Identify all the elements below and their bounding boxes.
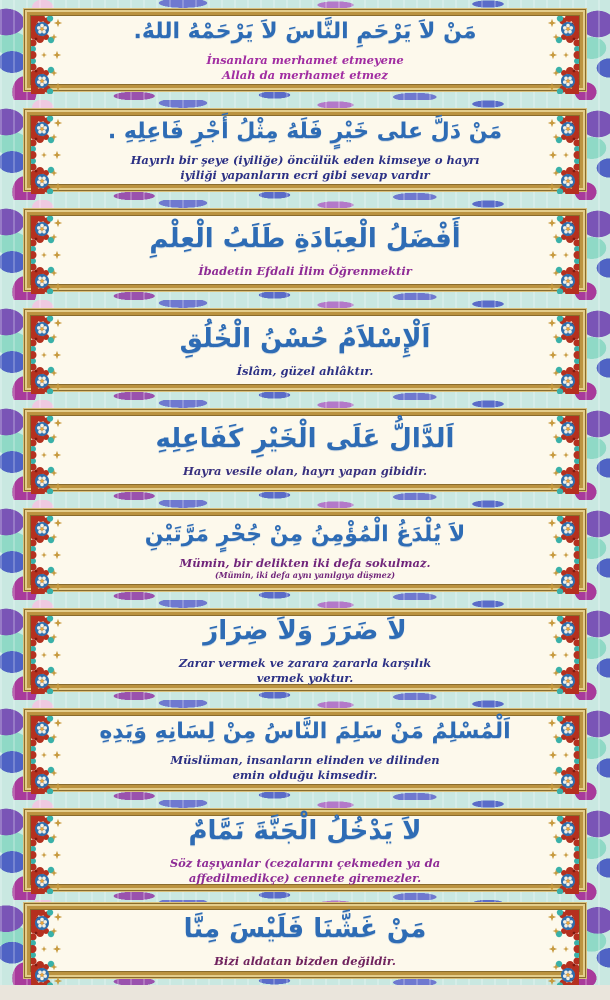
strip-content: [73, 908, 537, 973]
translation-line: Söz taşıyanlar (cezalarını çekmeden ya da: [169, 855, 441, 870]
rosette-ornament-icon: [541, 516, 579, 594]
translation-line: Allah da merhamet etmez: [222, 68, 388, 83]
rosette-ornament-icon: [541, 616, 579, 694]
panel-frame: [24, 9, 586, 91]
rosette-ornament-icon: [31, 616, 69, 694]
translation-line: emin olduğu kimsedir.: [232, 768, 378, 783]
hadith-strip: [0, 700, 610, 800]
hadith-strip: [0, 500, 610, 600]
translation-line: Zarar vermek ve zarara zararla karşılık: [178, 655, 432, 670]
bottom-margin: [0, 985, 610, 1000]
panel-frame: [24, 509, 586, 591]
strip-content: [73, 414, 537, 486]
rosette-ornament-icon: [541, 116, 579, 194]
strip-content: [73, 614, 537, 686]
translation-line: Bizi aldatan bizden değildir.: [214, 954, 396, 969]
translation-line: iyiliği yapanların ecri gibi sevap vardır: [180, 168, 430, 183]
panel-frame: [24, 309, 586, 391]
rosette-ornament-icon: [541, 716, 579, 794]
panel-frame: [24, 709, 586, 791]
hadith-strip: [0, 100, 610, 200]
arabic-text: مَنْ غَشَّنَا فَلَيْسَ مِنَّا: [183, 914, 427, 945]
strip-content: [73, 514, 537, 586]
rosette-ornament-icon: [31, 716, 69, 794]
strip-content: [73, 814, 537, 886]
rosette-ornament-icon: [541, 816, 579, 894]
arabic-text: أَفْضَلُ الْعِبَادَةِ طَلَبُ الْعِلْمِ: [149, 223, 461, 254]
translation-line: Mümin, bir delikten iki defa sokulmaz.: [179, 555, 431, 570]
hadith-strip: [0, 300, 610, 400]
translation-line: vermek yoktur.: [256, 671, 354, 686]
translation-line: Hayırlı bir şeye (iyiliğe) öncülük eden kimseye o hayrı: [130, 152, 480, 167]
translation-line: İnsanlara merhamet etmeyene: [206, 52, 404, 67]
panel-frame: [24, 409, 586, 491]
rosette-ornament-icon: [31, 216, 69, 294]
rosette-ornament-icon: [541, 910, 579, 985]
translation-line: Müslüman, insanların elinden ve dilinden: [170, 752, 440, 767]
hadith-strip: [0, 900, 610, 985]
arabic-text: لاَ يُلْدَغُ الْمُؤْمِنُ مِنْ جُحْرٍ مَرَّتَيْنِ: [144, 522, 466, 547]
hadith-strip: [0, 800, 610, 900]
translation-line: İslâm, güzel ahlâktır.: [236, 363, 374, 378]
rosette-ornament-icon: [541, 16, 579, 94]
rosette-ornament-icon: [31, 16, 69, 94]
rosette-ornament-icon: [541, 316, 579, 394]
panel-frame: [24, 809, 586, 891]
strip-content: [73, 314, 537, 386]
arabic-text: مَنْ دَلَّ على خَيْرٍ فَلَهُ مِثْلُ أَجْرِ فَاعِلِهِ .: [107, 119, 503, 145]
translation-line: affedilmedikçe) cennete giremezler.: [188, 871, 422, 886]
rosette-ornament-icon: [31, 516, 69, 594]
rosette-ornament-icon: [31, 116, 69, 194]
panel-frame: [24, 609, 586, 691]
rosette-ornament-icon: [31, 816, 69, 894]
rosette-ornament-icon: [541, 216, 579, 294]
hadith-strip: [0, 600, 610, 700]
arabic-text: اَلْمُسْلِمُ مَنْ سَلِمَ النَّاسُ مِنْ لِسَانِهِ وَيَدِهِ: [99, 719, 511, 745]
panel-frame: [24, 903, 586, 978]
strip-content: [73, 14, 537, 86]
hadith-strip: [0, 0, 610, 100]
hadith-strip: [0, 200, 610, 300]
arabic-text: لاَ يَدْخُلُ الْجَنَّةَ نَمَّامٌ: [188, 816, 422, 847]
rosette-ornament-icon: [31, 416, 69, 494]
panel-frame: [24, 209, 586, 291]
translation-line: İbadetin Efdali İlim Öğrenmektir: [198, 263, 412, 278]
arabic-text: لاَ ضَرَرَ وَلاَ ضِرَارَ: [203, 616, 407, 647]
rosette-ornament-icon: [31, 316, 69, 394]
arabic-text: اَلْإِسْلاَمُ حُسْنُ الْخُلُقِ: [179, 323, 431, 354]
hadith-strip: [0, 400, 610, 500]
strip-content: [73, 214, 537, 286]
strip-content: [73, 714, 537, 786]
translation-line: Hayra vesile olan, hayrı yapan gibidir.: [182, 463, 428, 478]
panel-frame: [24, 109, 586, 191]
rosette-ornament-icon: [31, 910, 69, 985]
translation-note: (Mümin, iki defa aynı yanılgıya düşmez): [214, 570, 396, 581]
rosette-ornament-icon: [541, 416, 579, 494]
arabic-text: اَلدَّالُّ عَلَى الْخَيْرِ كَفَاعِلِهِ: [155, 423, 455, 454]
strip-content: [73, 114, 537, 186]
arabic-text: مَنْ لاَ يَرْحَمِ النَّاسَ لاَ يَرْحَمْهُ اللهُ.: [133, 19, 477, 45]
